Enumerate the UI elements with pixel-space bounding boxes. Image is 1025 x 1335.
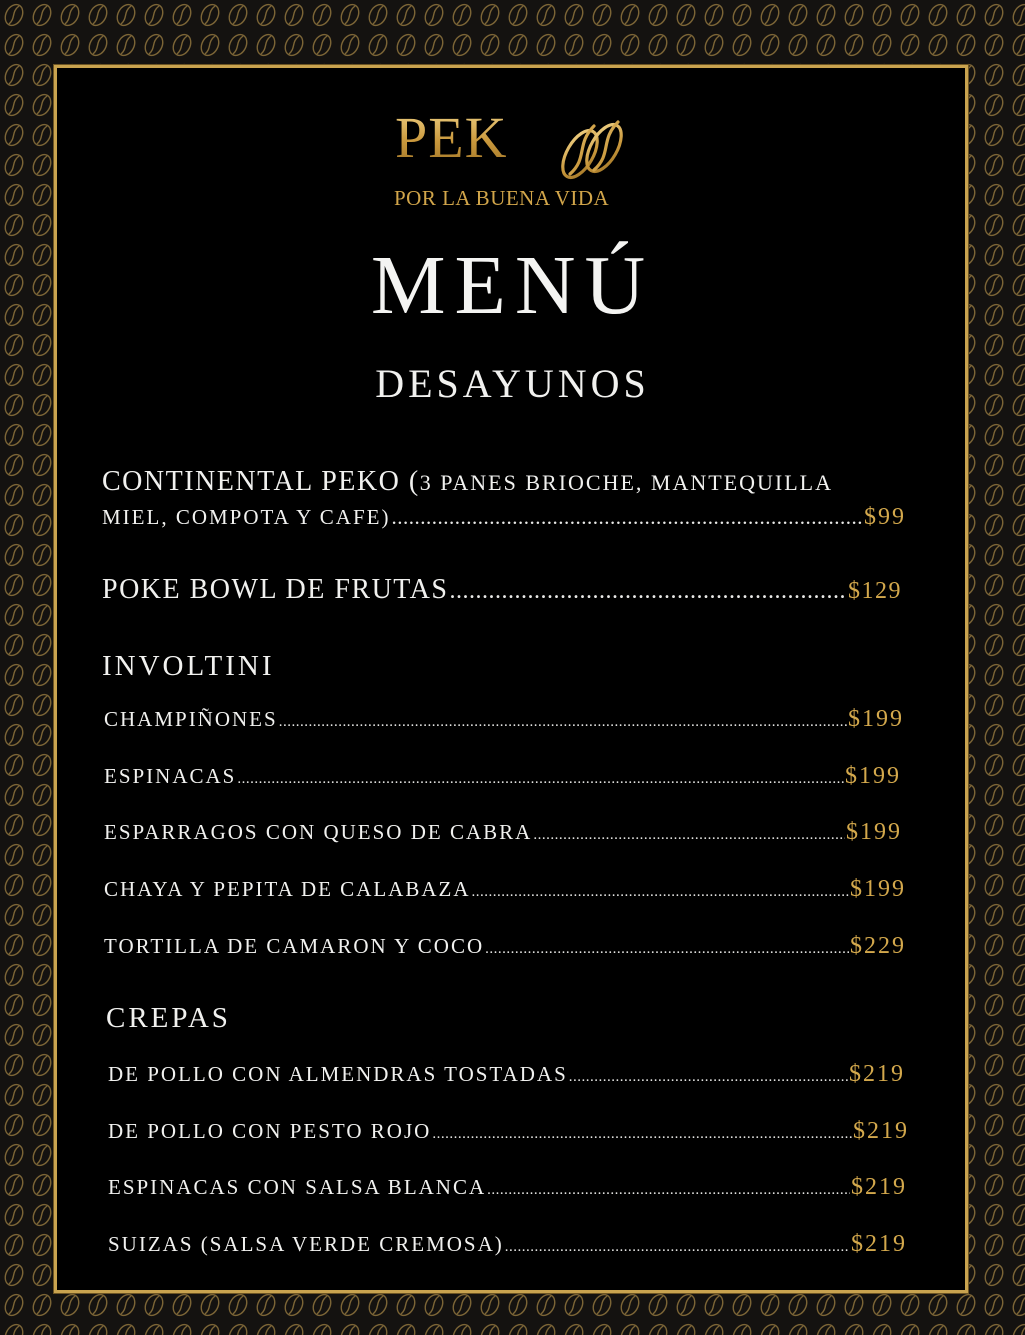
dot-leader [485, 941, 849, 958]
coffee-bean-logo-icon [558, 118, 630, 186]
dot-leader [533, 827, 845, 844]
item-name: ESPARRAGOS CON QUESO DE CABRA [104, 820, 533, 844]
list-item [108, 1118, 909, 1145]
item-price: $219 [851, 1231, 907, 1257]
item-description-continued: MIEL, COMPOTA Y CAFE) [102, 505, 391, 529]
brand-tagline: POR LA BUENA VIDA [394, 186, 610, 210]
list-item [108, 1231, 907, 1258]
item-price: $99 [864, 504, 906, 530]
list-item [104, 706, 904, 733]
menu-item-poke-bowl [102, 574, 902, 606]
item-description: 3 PANES BRIOCHE, MANTEQUILLA [419, 470, 833, 495]
list-item [104, 933, 906, 960]
item-price: $199 [845, 763, 901, 789]
item-name: TORTILLA DE CAMARON Y COCO [104, 934, 485, 958]
dot-leader [472, 884, 849, 901]
item-price: $199 [846, 819, 902, 845]
item-price: $219 [849, 1061, 905, 1087]
dot-leader [279, 714, 847, 731]
list-item [108, 1174, 907, 1201]
item-price: $219 [853, 1118, 909, 1144]
dot-leader [449, 578, 847, 605]
item-price: $129 [848, 578, 902, 604]
menu-item-continental-name [102, 466, 833, 498]
dot-leader [237, 771, 844, 788]
dot-leader [391, 505, 863, 530]
item-price: $199 [848, 706, 904, 732]
section-heading-crepas: CREPAS [106, 1002, 231, 1034]
item-name: CONTINENTAL PEKO ( [102, 466, 420, 497]
item-name: ESPINACAS [104, 764, 237, 788]
page-title: MENÚ [370, 239, 655, 332]
dot-leader [432, 1126, 852, 1143]
section-subtitle: DESAYUNOS [375, 361, 650, 406]
item-name: DE POLLO CON ALMENDRAS TOSTADAS [108, 1062, 568, 1086]
item-name: ESPINACAS CON SALSA BLANCA [108, 1175, 487, 1199]
section-heading-involtini: INVOLTINI [102, 650, 275, 682]
item-price: $199 [850, 876, 906, 902]
dot-leader [505, 1239, 850, 1256]
list-item [104, 819, 902, 846]
list-item [108, 1061, 905, 1088]
menu-item-continental [102, 504, 906, 531]
list-item [104, 876, 906, 903]
item-name: CHAMPIÑONES [104, 707, 278, 731]
item-price: $229 [850, 933, 906, 959]
item-price: $219 [851, 1174, 907, 1200]
item-name: SUIZAS (SALSA VERDE CREMOSA) [108, 1232, 504, 1256]
item-name: POKE BOWL DE FRUTAS [102, 574, 449, 605]
dot-leader [569, 1069, 848, 1086]
list-item [104, 763, 901, 790]
brand-logo-text: PEK [395, 105, 508, 170]
item-name: DE POLLO CON PESTO ROJO [108, 1119, 432, 1143]
dot-leader [487, 1182, 850, 1199]
item-name: CHAYA Y PEPITA DE CALABAZA [104, 877, 471, 901]
